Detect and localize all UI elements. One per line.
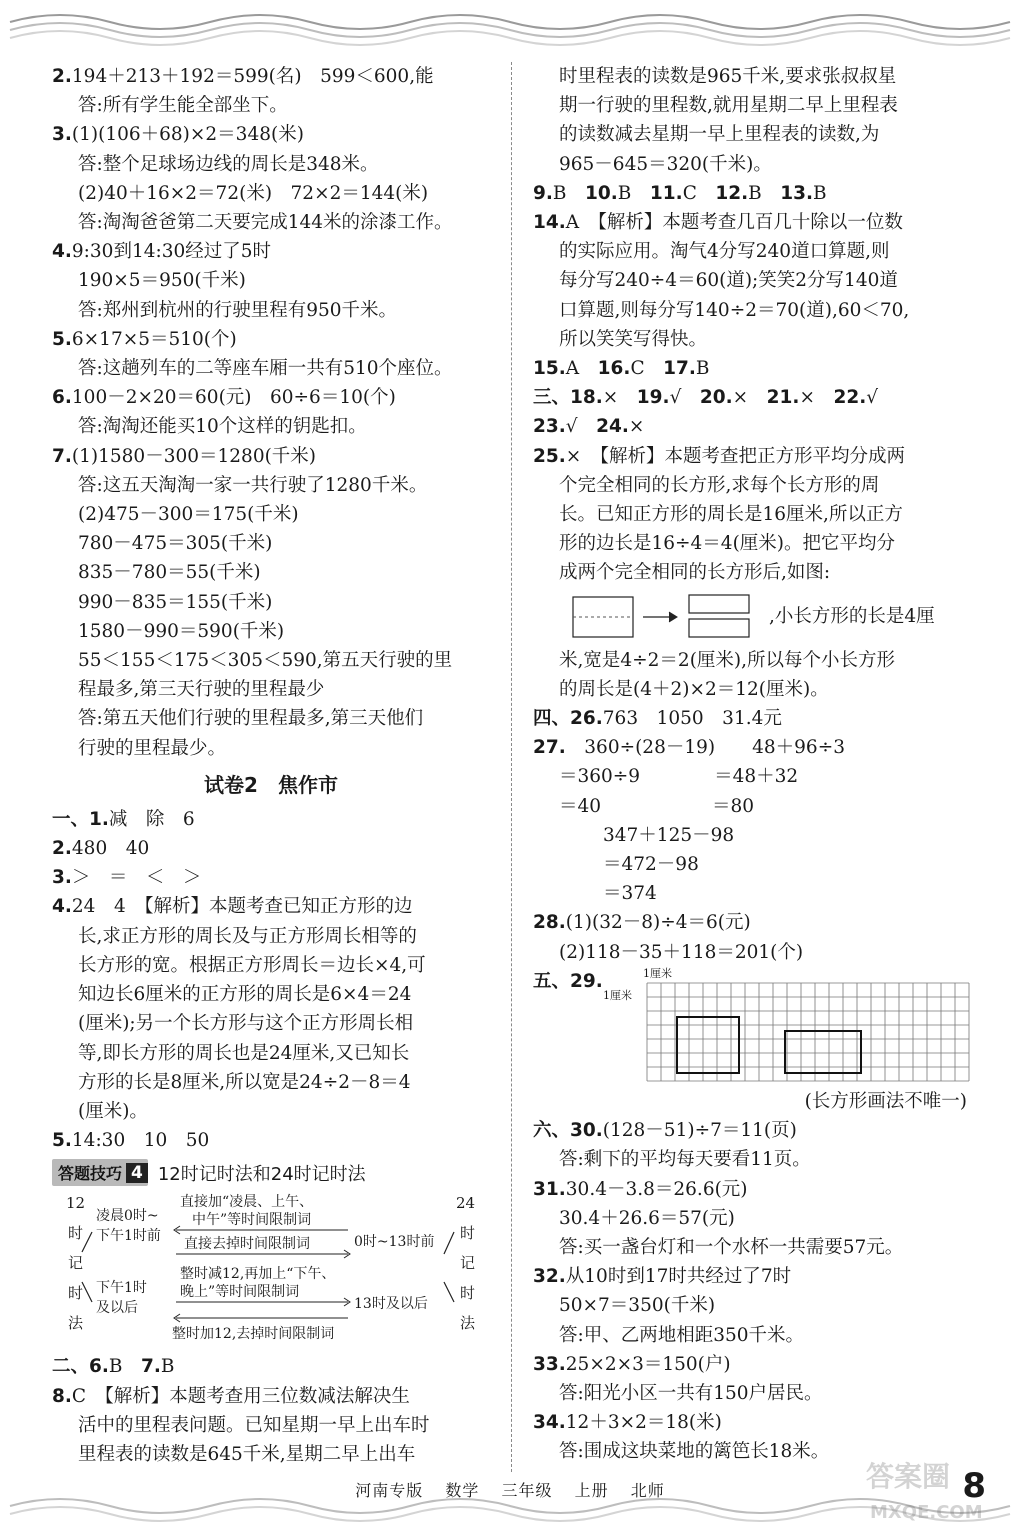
answer-text: 成两个完全相同的长方形后,如图: bbox=[559, 562, 831, 584]
question-number: 13. bbox=[780, 182, 814, 204]
answer-text: 965－645＝320(千米)。 bbox=[559, 153, 772, 175]
right-column bbox=[533, 62, 973, 1467]
right3-line bbox=[533, 1233, 973, 1262]
answer-text: 形的边长是16÷4＝4(厘米)。把它平均分 bbox=[559, 533, 896, 555]
left2-line bbox=[52, 1097, 490, 1126]
right3-line bbox=[533, 1262, 973, 1291]
question-number: 33. bbox=[533, 1353, 566, 1375]
left2-line bbox=[52, 892, 490, 921]
question-number: 25. bbox=[533, 445, 566, 467]
answer-text: B bbox=[160, 1356, 175, 1378]
answer-text: 12＋3×2＝18(米) bbox=[565, 1412, 722, 1434]
left-line bbox=[52, 412, 490, 441]
answer-text: 米,宽是4÷2＝2(厘米),所以每个小长方形 bbox=[559, 649, 896, 671]
question-number: 34. bbox=[533, 1412, 566, 1434]
question-number: 31. bbox=[533, 1178, 566, 1200]
label-12h-0: 12 bbox=[66, 1194, 86, 1213]
left-branch bbox=[82, 1232, 92, 1302]
left2-line bbox=[52, 805, 490, 834]
left-line bbox=[52, 734, 490, 763]
right-line bbox=[533, 296, 973, 325]
left-line bbox=[52, 529, 490, 558]
top-wavy-border bbox=[0, 0, 1022, 60]
figure-caption: ,小长方形的长是4厘 bbox=[769, 606, 935, 628]
right3-line bbox=[533, 1408, 973, 1437]
left-line bbox=[52, 296, 490, 325]
left-line bbox=[52, 500, 490, 529]
left-line bbox=[52, 150, 490, 179]
question-number: 5. bbox=[52, 328, 72, 350]
question-number: 7. bbox=[52, 445, 72, 467]
left3-line bbox=[52, 1440, 490, 1469]
right-line bbox=[533, 558, 973, 587]
question-number: 一、1. bbox=[52, 808, 109, 830]
answer-text: 减 除 6 bbox=[108, 808, 195, 830]
answer-text: 口算题,则每分写140÷2＝70(道),60＜70, bbox=[559, 299, 910, 321]
answer-text: B bbox=[552, 182, 586, 204]
answer-text: (1)(106＋68)×2＝348(米) bbox=[71, 124, 304, 146]
answer-text: (厘米);另一个长方形与这个正方形周长相 bbox=[78, 1013, 414, 1035]
left2-line bbox=[52, 834, 490, 863]
answer-text: 1580－990＝590(千米) bbox=[78, 620, 285, 642]
left-line bbox=[52, 120, 490, 149]
answer-text: (2)475－300＝175(千米) bbox=[78, 504, 299, 526]
square-split-figure-row bbox=[533, 588, 973, 646]
right3-line bbox=[533, 1116, 973, 1145]
square-grid-drawing bbox=[603, 967, 973, 1087]
answer-text: C bbox=[682, 182, 716, 204]
right2-line bbox=[533, 704, 973, 733]
right-line bbox=[533, 412, 973, 441]
tip-badge-number: 4 bbox=[126, 1163, 148, 1183]
question-number: 二、6. bbox=[52, 1356, 109, 1378]
answer-text: 长,求正方形的周长及与正方形周长相等的 bbox=[78, 925, 417, 947]
q29-row bbox=[533, 967, 973, 1087]
right-line bbox=[533, 208, 973, 237]
tip-badge bbox=[52, 1159, 148, 1186]
question-number: 2. bbox=[52, 838, 72, 860]
answer-text: × bbox=[732, 387, 767, 409]
answer-text: B bbox=[108, 1356, 142, 1378]
answer-text: 答:这五天淘淘一家一共行驶了1280千米。 bbox=[78, 474, 428, 496]
answer-text: 每分写240÷4＝60(道);笑笑2分写140道 bbox=[559, 270, 898, 292]
upper-right: 0时~13时前 bbox=[354, 1234, 435, 1251]
answer-text: 答:这趟列车的二等座车厢一共有510个座位。 bbox=[78, 358, 453, 380]
lower-top-1: 晚上”等时间限制词 bbox=[180, 1284, 300, 1301]
left2-line bbox=[52, 1126, 490, 1155]
rectangle-answer-1 bbox=[677, 1017, 739, 1073]
footer-subject: 数学 bbox=[445, 1481, 480, 1500]
question-number: 14. bbox=[533, 212, 566, 234]
label-12h-2: 记 bbox=[68, 1254, 84, 1273]
right-answers-block bbox=[533, 62, 973, 588]
answer-text: ＝360÷9 ＝48＋32 bbox=[559, 766, 799, 788]
right2-line bbox=[533, 675, 973, 704]
left-line bbox=[52, 588, 490, 617]
answer-text: 答:第五天他们行驶的里程最多,第三天他们 bbox=[78, 708, 424, 730]
tip-title: 12时记时法和24时记时法 bbox=[157, 1163, 366, 1185]
answer-text: 答:所有学生能全部坐下。 bbox=[78, 95, 288, 117]
left-line bbox=[52, 675, 490, 704]
answer-text: 时里程表的读数是965千米,要求张叔叔星 bbox=[559, 66, 897, 87]
answer-text: ＝374 bbox=[603, 883, 657, 905]
answer-text: 360÷(28－19) 48＋96÷3 bbox=[565, 737, 845, 759]
answer-text: 30.4－3.8＝26.6(元) bbox=[565, 1178, 748, 1200]
answer-text: 行驶的里程最少。 bbox=[78, 737, 227, 759]
answer-text: A 【解析】本题考查几百几十除以一位数 bbox=[565, 212, 903, 234]
answer-text: A bbox=[565, 358, 598, 380]
answer-text: 里程表的读数是645千米,星期二早上出车 bbox=[78, 1443, 416, 1465]
right-line bbox=[533, 471, 973, 500]
answer-text: C bbox=[630, 358, 664, 380]
right2-line bbox=[533, 850, 973, 879]
left3-line bbox=[52, 1382, 490, 1411]
question-number: 六、30. bbox=[533, 1120, 603, 1142]
answer-text: 从10时到17时共经过了7时 bbox=[565, 1266, 792, 1288]
answer-text: 长。已知正方形的周长是16厘米,所以正方 bbox=[559, 504, 903, 526]
answer-text: 所以笑笑写得快。 bbox=[559, 328, 708, 350]
answer-text: B bbox=[695, 358, 710, 380]
left2-line bbox=[52, 863, 490, 892]
right-line bbox=[533, 120, 973, 149]
upper-left-0: 凌晨0时~ bbox=[96, 1208, 159, 1225]
answer-text: 50×7＝350(千米) bbox=[559, 1295, 716, 1317]
right3-line bbox=[533, 1145, 973, 1174]
answer-text: 14:30 10 50 bbox=[71, 1130, 210, 1152]
answer-text: × 【解析】本题考查把正方形平均分成两 bbox=[565, 445, 906, 467]
right-line bbox=[533, 442, 973, 471]
footer-grade: 三年级 bbox=[501, 1481, 553, 1500]
answer-text: 190×5＝950(千米) bbox=[78, 270, 246, 292]
column-divider bbox=[511, 62, 512, 1472]
left2-line bbox=[52, 1068, 490, 1097]
lower-bottom: 整时加12,去掉时间限制词 bbox=[172, 1326, 335, 1343]
answer-text: (1)1580－300＝1280(千米) bbox=[71, 445, 317, 467]
time-conversion-diagram bbox=[52, 1192, 490, 1342]
answer-text: (2)40＋16×2＝72(米) 72×2＝144(米) bbox=[78, 182, 429, 204]
answer-text: √ bbox=[565, 416, 597, 438]
answer-text: 835－780＝55(千米) bbox=[78, 562, 261, 584]
left3-line bbox=[52, 1352, 490, 1381]
answer-text: (1)(32－8)÷4＝6(元) bbox=[565, 912, 751, 934]
answer-text: 347＋125－98 bbox=[603, 824, 735, 846]
question-number: 2. bbox=[52, 66, 72, 87]
answer-text: 个完全相同的长方形,求每个长方形的周 bbox=[559, 474, 880, 496]
label-12h-1: 时 bbox=[68, 1224, 84, 1243]
answer-text: 答:整个足球场边线的周长是348米。 bbox=[78, 153, 379, 175]
question-number: 5. bbox=[52, 1130, 72, 1152]
right2-line bbox=[533, 792, 973, 821]
right2-line bbox=[533, 938, 973, 967]
part-two-answers bbox=[52, 1352, 490, 1469]
square-split-figure bbox=[559, 591, 769, 643]
footer-volume: 上册 bbox=[574, 1481, 609, 1500]
label-24h-2: 记 bbox=[460, 1254, 476, 1273]
section-title: 试卷2 焦作市 bbox=[204, 772, 338, 797]
left2-line bbox=[52, 1039, 490, 1068]
left-line bbox=[52, 442, 490, 471]
question-number: 10. bbox=[585, 182, 618, 204]
question-number: 21. bbox=[766, 387, 800, 409]
left-answers-block bbox=[52, 62, 490, 763]
question-number: 12. bbox=[715, 182, 749, 204]
q29-number: 五、29. bbox=[533, 970, 603, 992]
answer-text: 答:淘淘爸爸第二天要完成144米的涂漆工作。 bbox=[78, 212, 453, 234]
left-line bbox=[52, 91, 490, 120]
left-line bbox=[52, 237, 490, 266]
answer-text: 6×17×5＝510(个) bbox=[71, 328, 237, 350]
right-line bbox=[533, 150, 973, 179]
answer-text: × bbox=[602, 387, 637, 409]
question-number: 19. bbox=[636, 387, 670, 409]
rectangle-bottom bbox=[689, 619, 749, 637]
answer-text: 答:郑州到杭州的行驶里程有950千米。 bbox=[78, 299, 398, 321]
footer-publisher: 北师 bbox=[630, 1481, 665, 1500]
answer-text: 100－2×20＝60(元) 60÷6＝10(个) bbox=[71, 387, 396, 409]
answer-text: 990－835＝155(千米) bbox=[78, 591, 273, 613]
upper-top-1: 中午”等时间限制词 bbox=[192, 1212, 312, 1229]
right-line bbox=[533, 354, 973, 383]
label-24h-0: 24 bbox=[456, 1194, 476, 1213]
left-line bbox=[52, 558, 490, 587]
answer-text: C 【解析】本题考查用三位数减法解决生 bbox=[71, 1385, 410, 1407]
right3-line bbox=[533, 1321, 973, 1350]
answer-text: 的周长是(4＋2)×2＝12(厘米)。 bbox=[559, 678, 829, 700]
answer-text: 480 40 bbox=[71, 838, 150, 860]
answer-text: (厘米)。 bbox=[78, 1100, 148, 1122]
footer-edition: 河南专版 bbox=[355, 1481, 424, 1500]
answer-text: B bbox=[748, 182, 781, 204]
question-number: 4. bbox=[52, 241, 72, 263]
part-six-answers bbox=[533, 1116, 973, 1466]
answer-text: 期一行驶的里程数,就用星期二早上里程表 bbox=[559, 95, 898, 117]
left-line bbox=[52, 617, 490, 646]
question-number: 32. bbox=[533, 1266, 566, 1288]
answer-text: 24 4 【解析】本题考查已知正方形的边 bbox=[71, 896, 413, 918]
left2-line bbox=[52, 922, 490, 951]
lower-top-0: 整时减12,再加上“下午、 bbox=[180, 1266, 336, 1283]
right3-line bbox=[533, 1175, 973, 1204]
left2-line bbox=[52, 951, 490, 980]
footer bbox=[300, 1478, 720, 1501]
answer-text: 答:剩下的平均每天要看11页。 bbox=[559, 1149, 811, 1171]
answer-text: B bbox=[813, 182, 827, 204]
label-24h-1: 时 bbox=[460, 1224, 476, 1243]
right-line bbox=[533, 500, 973, 529]
right-line bbox=[533, 383, 973, 412]
tip-header bbox=[52, 1159, 490, 1186]
answer-text: 9:30到14:30经过了5时 bbox=[71, 241, 272, 263]
answer-text: 答:阳光小区一共有150户居民。 bbox=[559, 1382, 823, 1404]
left-line bbox=[52, 471, 490, 500]
answer-text: × bbox=[799, 387, 834, 409]
right2-line bbox=[533, 908, 973, 937]
answer-text: √ bbox=[866, 387, 879, 409]
question-number: 15. bbox=[533, 358, 566, 380]
answer-text: ＞ ＝ ＜ ＞ bbox=[71, 867, 202, 889]
question-number: 24. bbox=[596, 416, 629, 438]
answer-text: (2)118－35＋118＝201(个) bbox=[559, 941, 804, 963]
right-line bbox=[533, 91, 973, 120]
question-number: 11. bbox=[649, 182, 683, 204]
answer-text: 活中的里程表问题。已知星期一早上出车时 bbox=[78, 1414, 430, 1436]
q29-note: (长方形画法不唯一) bbox=[804, 1090, 967, 1112]
left-line bbox=[52, 208, 490, 237]
right-line bbox=[533, 237, 973, 266]
answer-text: B bbox=[617, 182, 650, 204]
answer-text: 的实际应用。淘气4分写240道口算题,则 bbox=[559, 241, 890, 263]
question-number: 三、18. bbox=[533, 387, 603, 409]
watermark-text-cn: 答案圈 bbox=[866, 1460, 951, 1493]
upper-bottom: 直接去掉时间限制词 bbox=[184, 1236, 310, 1253]
right-line bbox=[533, 62, 973, 91]
upper-left-1: 下午1时前 bbox=[96, 1228, 161, 1245]
right2-line bbox=[533, 762, 973, 791]
answer-text: 780－475＝305(千米) bbox=[78, 533, 273, 555]
lower-left-1: 及以后 bbox=[96, 1300, 138, 1317]
right-line bbox=[533, 529, 973, 558]
question-number: 16. bbox=[597, 358, 631, 380]
answer-text: 答:围成这块菜地的篱笆长18米。 bbox=[559, 1441, 830, 1463]
question-number: 3. bbox=[52, 124, 72, 146]
part-one-answers bbox=[52, 805, 490, 1155]
unit-label-left: 1厘米 bbox=[603, 988, 632, 1002]
answer-text: (128－51)÷7＝11(页) bbox=[602, 1120, 797, 1142]
lower-left-0: 下午1时 bbox=[96, 1280, 147, 1297]
question-number: 3. bbox=[52, 867, 72, 889]
answer-text: 答:买一盏台灯和一个水杯一共需要57元。 bbox=[559, 1236, 904, 1258]
right2-line bbox=[533, 821, 973, 850]
answer-text: ＝40 ＝80 bbox=[559, 795, 755, 817]
answer-text: 194＋213＋192＝599(名) 599＜600,能 bbox=[71, 66, 434, 87]
question-number: 22. bbox=[833, 387, 867, 409]
question-number: 28. bbox=[533, 912, 566, 934]
question-number: 7. bbox=[141, 1356, 161, 1378]
label-24h-4: 法 bbox=[460, 1314, 476, 1333]
answer-text: × bbox=[628, 416, 645, 438]
left-line bbox=[52, 383, 490, 412]
answer-text: 答:淘淘还能买10个这样的钥匙扣。 bbox=[78, 416, 367, 438]
answer-text: 25×2×3＝150(户) bbox=[565, 1353, 731, 1375]
question-number: 9. bbox=[533, 182, 553, 204]
left3-line bbox=[52, 1411, 490, 1440]
part-four-answers bbox=[533, 646, 973, 967]
right-line bbox=[533, 266, 973, 295]
right2-line bbox=[533, 646, 973, 675]
answer-text: 等,即长方形的周长也是24厘米,又已知长 bbox=[78, 1042, 410, 1064]
answer-text: 答:甲、乙两地相距350千米。 bbox=[559, 1324, 805, 1346]
left-line bbox=[52, 266, 490, 295]
right3-line bbox=[533, 1379, 973, 1408]
question-number: 四、26. bbox=[533, 708, 603, 730]
right3-line bbox=[533, 1291, 973, 1320]
upper-top-0: 直接加“凌晨、上午、 bbox=[180, 1194, 314, 1211]
right2-line bbox=[533, 733, 973, 762]
left-line bbox=[52, 179, 490, 208]
answer-text: 55＜155＜175＜305＜590,第五天行驶的里 bbox=[78, 650, 453, 672]
tip-badge-label: 答题技巧 bbox=[58, 1164, 123, 1184]
question-number: 8. bbox=[52, 1385, 72, 1407]
answer-text: 的读数减去星期一早上里程表的读数,为 bbox=[559, 124, 880, 146]
question-number: 27. bbox=[533, 737, 566, 759]
answer-text: 763 1050 31.4元 bbox=[602, 708, 782, 730]
lower-right: 13时及以后 bbox=[354, 1296, 428, 1313]
left-line bbox=[52, 704, 490, 733]
right-line bbox=[533, 179, 973, 208]
right3-line bbox=[533, 1204, 973, 1233]
question-number: 17. bbox=[663, 358, 696, 380]
left-line bbox=[52, 325, 490, 354]
answer-text: 知边长6厘米的正方形的周长是6×4＝24 bbox=[78, 984, 412, 1006]
answer-text: 30.4＋26.6＝57(元) bbox=[559, 1207, 735, 1229]
right3-line bbox=[533, 1350, 973, 1379]
label-12h-3: 时 bbox=[68, 1284, 84, 1303]
label-24h-3: 时 bbox=[460, 1284, 476, 1303]
left2-line bbox=[52, 1009, 490, 1038]
right2-line bbox=[533, 879, 973, 908]
answer-text: 长方形的宽。根据正方形周长＝边长×4,可 bbox=[78, 954, 426, 976]
page-number: 8 bbox=[962, 1466, 986, 1506]
right-branch bbox=[444, 1232, 454, 1302]
answer-text: 方形的长是8厘米,所以宽是24÷2－8＝4 bbox=[78, 1071, 411, 1093]
question-number: 20. bbox=[699, 387, 733, 409]
answer-text: √ bbox=[669, 387, 700, 409]
question-number: 4. bbox=[52, 896, 72, 918]
answer-text: 程最多,第三天行驶的里程最少 bbox=[78, 679, 325, 701]
watermark-text-url: MXQE.COM bbox=[870, 1502, 983, 1523]
unit-label-top: 1厘米 bbox=[643, 966, 672, 980]
left2-line bbox=[52, 980, 490, 1009]
rectangle-top bbox=[689, 595, 749, 613]
left-line bbox=[52, 354, 490, 383]
left-line bbox=[52, 62, 490, 91]
question-number: 23. bbox=[533, 416, 566, 438]
left-column bbox=[52, 62, 490, 1469]
label-12h-4: 法 bbox=[68, 1314, 84, 1333]
answer-text: ＝472－98 bbox=[603, 854, 699, 876]
question-number: 6. bbox=[52, 387, 72, 409]
right-line bbox=[533, 325, 973, 354]
left-line bbox=[52, 646, 490, 675]
